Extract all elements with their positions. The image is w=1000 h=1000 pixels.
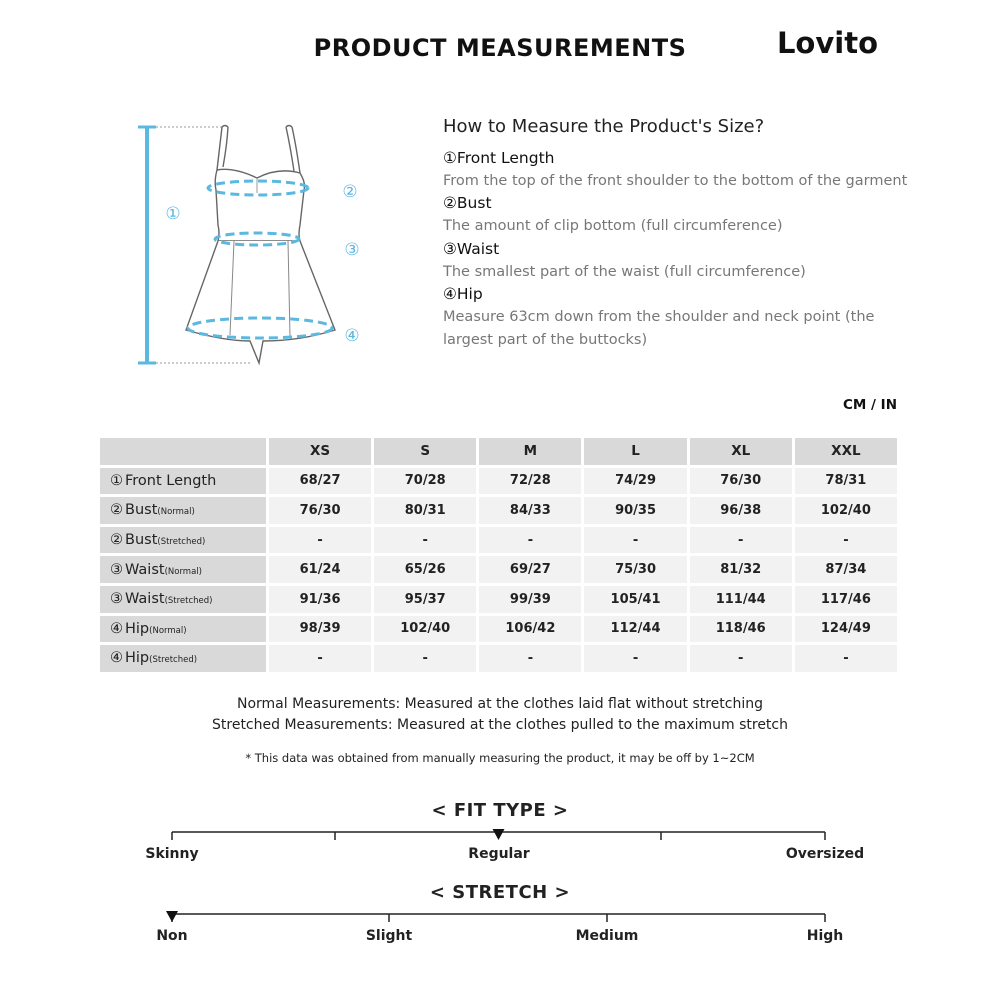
- table-cell: 61/24: [269, 556, 371, 583]
- table-cell: 74/29: [584, 468, 686, 495]
- marker-waist: ③: [344, 240, 360, 260]
- table-cell: 95/37: [374, 586, 476, 613]
- guide-item-hip: ④Hip Measure 63cm down from the shoulder and neck point (the largest part of the buttocks): [443, 285, 875, 348]
- brand-logo: Lovito: [776, 26, 878, 60]
- stretch-marker: [166, 911, 178, 922]
- table-cell: -: [795, 527, 897, 554]
- table-cell: 112/44: [584, 616, 686, 643]
- table-cell: -: [584, 645, 686, 672]
- size-header: XL: [690, 438, 792, 465]
- disclaimer: * This data was obtained from manually measuring the product, it may be off by 1~2CM: [245, 751, 755, 765]
- table-cell: 106/42: [479, 616, 581, 643]
- table-cell: 76/30: [690, 468, 792, 495]
- table-cell: 96/38: [690, 497, 792, 524]
- table-cell: 124/49: [795, 616, 897, 643]
- stretch-scale: [0, 902, 1000, 932]
- size-header: XS: [269, 438, 371, 465]
- normal-note: Normal Measurements: Measured at the clothes laid flat without stretching: [237, 696, 763, 712]
- table-cell: 90/35: [584, 497, 686, 524]
- marker-front-length: ①: [165, 204, 181, 224]
- size-table: [97, 435, 900, 675]
- stretch-title: < STRETCH >: [429, 882, 571, 903]
- table-row: [100, 586, 897, 613]
- table-cell: 102/40: [374, 616, 476, 643]
- table-corner: [100, 438, 266, 465]
- table-cell: 118/46: [690, 616, 792, 643]
- table-cell: -: [374, 527, 476, 554]
- table-row: [100, 527, 897, 554]
- fit-label-oversized: Oversized: [785, 846, 865, 862]
- table-cell: 72/28: [479, 468, 581, 495]
- table-cell: -: [374, 645, 476, 672]
- table-cell: 75/30: [584, 556, 686, 583]
- guide-item-front-length: ①Front Length From the top of the front shoulder to the bottom of the garment: [443, 149, 908, 189]
- stretch-label-non: Non: [156, 928, 188, 944]
- table-cell: 76/30: [269, 497, 371, 524]
- table-row: [100, 497, 897, 524]
- fit-label-skinny: Skinny: [145, 846, 199, 862]
- row-label: ③ Waist(Stretched): [100, 586, 266, 613]
- marker-hip: ④: [344, 326, 360, 346]
- guide-title: How to Measure the Product's Size?: [443, 116, 765, 137]
- garment-diagram: [130, 115, 370, 375]
- table-cell: 80/31: [374, 497, 476, 524]
- guide-item-bust: ②Bust The amount of clip bottom (full circumference): [443, 194, 783, 235]
- size-header: M: [479, 438, 581, 465]
- page-title: PRODUCT MEASUREMENTS: [313, 34, 687, 62]
- table-cell: -: [479, 645, 581, 672]
- table-cell: -: [584, 527, 686, 554]
- table-cell: 111/44: [690, 586, 792, 613]
- table-row: [100, 556, 897, 583]
- fit-type-title: < FIT TYPE >: [431, 800, 569, 821]
- table-cell: -: [690, 527, 792, 554]
- table-cell: 84/33: [479, 497, 581, 524]
- table-cell: 65/26: [374, 556, 476, 583]
- table-cell: -: [479, 527, 581, 554]
- table-row: [100, 468, 897, 495]
- table-cell: 68/27: [269, 468, 371, 495]
- row-label: ② Bust(Stretched): [100, 527, 266, 554]
- table-cell: -: [269, 527, 371, 554]
- table-cell: 102/40: [795, 497, 897, 524]
- row-label: ② Bust(Normal): [100, 497, 266, 524]
- table-cell: 78/31: [795, 468, 897, 495]
- row-label: ④ Hip(Stretched): [100, 645, 266, 672]
- table-cell: -: [690, 645, 792, 672]
- row-label: ④ Hip(Normal): [100, 616, 266, 643]
- table-cell: -: [795, 645, 897, 672]
- table-cell: -: [269, 645, 371, 672]
- table-cell: 87/34: [795, 556, 897, 583]
- fit-label-regular: Regular: [468, 846, 530, 862]
- row-label: ① Front Length: [100, 468, 266, 495]
- stretch-label-slight: Slight: [365, 928, 413, 944]
- guide-item-waist: ③Waist The smallest part of the waist (full circumference): [443, 239, 806, 280]
- table-header-row: [100, 438, 897, 465]
- table-cell: 99/39: [479, 586, 581, 613]
- size-header: XXL: [795, 438, 897, 465]
- row-label: ③ Waist(Normal): [100, 556, 266, 583]
- unit-label: CM / IN: [843, 397, 897, 413]
- table-row: [100, 645, 897, 672]
- marker-bust: ②: [342, 182, 358, 202]
- table-cell: 91/36: [269, 586, 371, 613]
- stretch-label-high: High: [806, 928, 844, 944]
- table-cell: 69/27: [479, 556, 581, 583]
- table-cell: 105/41: [584, 586, 686, 613]
- guide-list: [443, 147, 913, 351]
- table-cell: 81/32: [690, 556, 792, 583]
- stretch-label-medium: Medium: [575, 928, 639, 944]
- stretched-note: Stretched Measurements: Measured at the clothes pulled to the maximum stretch: [212, 717, 788, 733]
- size-header: L: [584, 438, 686, 465]
- table-row: [100, 616, 897, 643]
- table-cell: 117/46: [795, 586, 897, 613]
- table-cell: 70/28: [374, 468, 476, 495]
- table-cell: 98/39: [269, 616, 371, 643]
- size-header: S: [374, 438, 476, 465]
- fit-type-marker: [493, 829, 505, 840]
